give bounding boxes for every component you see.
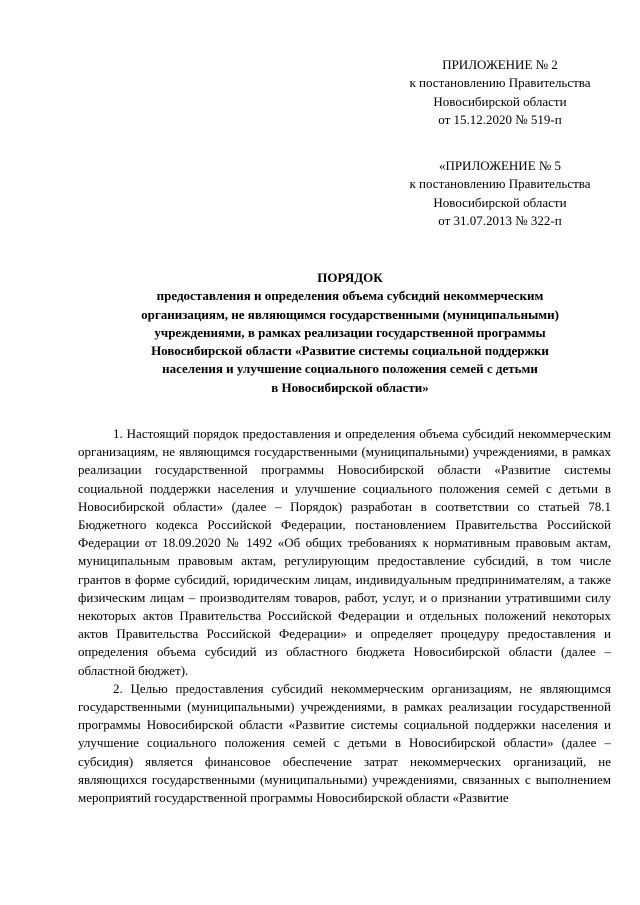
appendix-current-block [390,56,610,130]
heading-title: ПОРЯДОК [317,270,383,285]
heading-line: в Новосибирской области» [271,379,429,395]
heading-line: предоставления и определения объема субсидий некоммерческим [156,288,544,304]
appendix-current-title: ПРИЛОЖЕНИЕ № 2 [442,57,558,72]
heading-line: населения и улучшение социального положения семей с детьми [162,361,538,377]
appendix-original-title: «ПРИЛОЖЕНИЕ № 5 [438,158,562,173]
paragraph-1: 1. Настоящий порядок предоставления и определения объема субсидий некоммерческим организациям, не являющимся государственными (муниципальными) учреждениями, в рамках реализации государственной программы Новосибирской области «Развитие системы социальной поддержки населения и улучшение социального положения семей с детьми в Новосибирской области» (далее – Порядок) разработан в соответствии со статьей 78.1 Бюджетного кодекса Российской Федерации, постановлением Правительства Российской Федерации от 18.09.2020 № 1492 «Об общих требованиях к нормативным правовым актам, муниципальным правовым актам, регулирующим предоставление субсидий, в том числе грантов в форме субсидий, юридическим лицам, индивидуальным предпринимателям, а также физическим лицам – производителям товаров, работ, услуг, и о признании утратившими силу некоторых актов Правительства Российской Федерации и отдельных положений некоторых актов Правительства Российской Федерации» и определяет процедуру предоставления и определения объема субсидий из областного бюджета Новосибирской области (далее – областной бюджет). [78,426,611,678]
heading-line: организациям, не являющимся государственными (муниципальными) [141,306,559,322]
heading-line: учреждениями, в рамках реализации государственной программы [154,324,546,340]
appendix-current-line3: от 15.12.2020 № 519-п [438,112,562,128]
heading-line: Новосибирской области «Развитие системы социальной поддержки [151,343,549,359]
appendix-original-block [390,157,610,231]
appendix-current-line2: Новосибирской области [433,93,567,109]
document-heading [60,269,640,397]
appendix-original-line2: Новосибирской области [433,194,567,210]
paragraph-2: 2. Целью предоставления субсидий некоммерческим организациям, не являющимся государственными (муниципальными) учреждениями, в рамках реализации государственной программы Новосибирской области «Развитие системы социальной поддержки населения и улучшение социального положения семей с детьми в Новосибирской области» (далее – субсидия) является финансовое обеспечение затрат некоммерческих организаций, не являющихся государственными (муниципальными) учреждениями, связанных с выполнением мероприятий государственной программы Новосибирской области «Развитие [78,680,611,806]
appendix-original-line3: от 31.07.2013 № 322-п [438,213,562,229]
appendix-current-line1: к постановлению Правительства [409,75,591,91]
appendix-original-line1: к постановлению Правительства [409,176,591,192]
document-body [78,425,611,807]
